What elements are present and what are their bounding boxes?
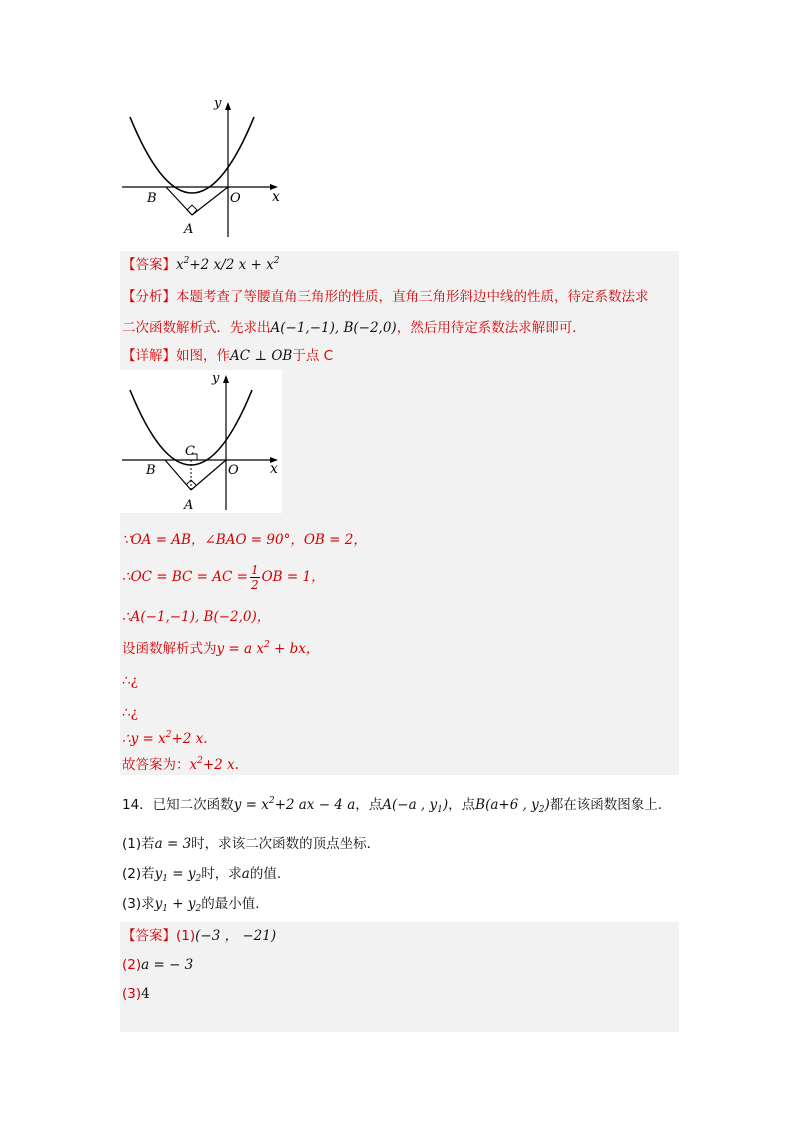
step-3: ∴A(−1,−1), B(−2,0)， [122,609,271,625]
step-2: ∴OC = BC = AC = $\frac{1}{2}$ OB = 1， [122,563,325,592]
point-b-label: B [147,191,157,206]
x-axis-label: x [272,189,280,205]
problem-14-q3: (3)求$y_1 + y_2$的最小值． [122,896,269,914]
step-6: ∴¿ [122,705,138,721]
point-c-label: C [185,444,195,459]
answer-tag: 【答案】 [122,257,176,273]
point-a-label: A [184,222,194,237]
final-answer-13: 故答案为：$x^2+2$ x. [122,756,239,773]
analysis-tag: 【分析】 [122,289,176,305]
analysis-13-line2: 二次函数解析式．先求出A(−1,−1), B(−2,0)，然后用待定系数法求解即可． [122,320,586,336]
detail-13-intro: 【详解】如图，作AC ⊥ OB于点 C [122,348,334,364]
problem-14-q1: (1)若a = 3时，求该二次函数的顶点坐标． [122,836,381,852]
detail-tag: 【详解】 [122,348,176,364]
point-b-label: B [146,463,156,478]
point-o-label: O [228,463,239,478]
parabola-figure-2 [120,370,282,513]
problem-14-q2: (2)若$y_1 = y_2$时，求a的值． [122,866,291,884]
parabola-figure-1 [120,95,285,240]
point-a-label: A [184,498,194,513]
step-7: ∴y = $x^2+2$ x. [122,730,208,747]
step-4: 设函数解析式为y = a $x^2$ + bx， [122,640,320,657]
answer-14-part3: (3)4 [122,986,150,1002]
x-axis-label: x [270,461,278,477]
step-1: ∵OA = AB，∠BAO = 90°，OB = 2， [122,532,367,548]
point-o-label: O [230,191,241,206]
analysis-13-line1: 【分析】本题考查了等腰直角三角形的性质，直角三角形斜边中线的性质，待定系数法求 [122,289,649,305]
answer-expr: $x^2+2$ x/2 $x + x^2$ [176,256,280,273]
answer-14-part1: 【答案】(1)(−3 ， −21) [122,928,277,944]
answer-13 [122,255,279,275]
y-axis-label: y [212,371,220,386]
y-axis-label: y [214,96,222,111]
problem-14-stem: 14．已知二次函数$y = x^2+2$ ax − 4 a，点A(−a , $y_1$)，点B(a+6 , $y_2$)都在该函数图象上． [122,796,672,815]
answer-14-part2: (2)a = − 3 [122,957,194,973]
step-5: ∴¿ [122,673,138,689]
fraction-half: $\frac{1}{2}$ [250,563,259,592]
